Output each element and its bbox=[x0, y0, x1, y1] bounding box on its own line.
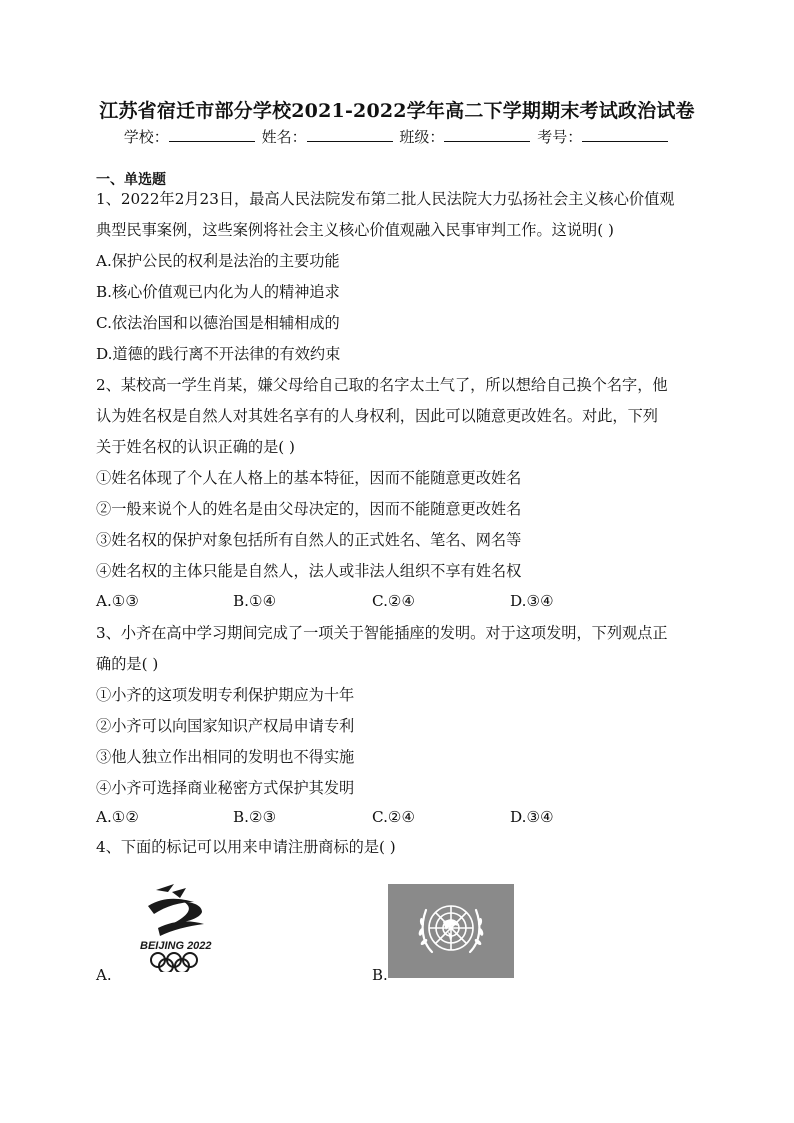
class-blank bbox=[444, 127, 530, 142]
section-heading: 一、单选题 bbox=[96, 172, 166, 188]
exam-number-label: 考号： bbox=[537, 128, 583, 146]
q4-stem-line-1: 4、下面的标记可以用来申请注册商标的是( ) bbox=[96, 838, 396, 856]
q4-image-option-b-label: B. bbox=[372, 966, 388, 984]
q2-choice-c: C.②④ bbox=[372, 592, 416, 610]
school-label: 学校： bbox=[123, 128, 169, 146]
q2-statement-2: ②一般来说个人的姓名是由父母决定的，因而不能随意更改姓名 bbox=[96, 500, 522, 518]
q2-choice-a: A.①③ bbox=[96, 592, 140, 610]
q3-statement-1: ①小齐的这项发明专利保护期应为十年 bbox=[96, 686, 355, 704]
class-label: 班级： bbox=[399, 128, 445, 146]
q2-choice-d: D.③④ bbox=[510, 592, 554, 610]
q2-choice-b: B.①④ bbox=[233, 592, 277, 610]
q3-choice-a: A.①② bbox=[96, 808, 140, 826]
exam-title: 江苏省宿迁市部分学校2021-2022学年高二下学期期末考试政治试卷 bbox=[99, 100, 695, 122]
q2-statement-1: ①姓名体现了个人在人格上的基本特征，因而不能随意更改姓名 bbox=[96, 469, 522, 487]
q1-stem-line-1: 1、2022年2月23日，最高人民法院发布第二批人民法院大力弘扬社会主义核心价值观 bbox=[96, 190, 675, 208]
student-info-row bbox=[0, 126, 794, 147]
exam-number-blank bbox=[582, 127, 668, 142]
q3-choice-c: C.②④ bbox=[372, 808, 416, 826]
q1-option-c: C.依法治国和以德治国是相辅相成的 bbox=[96, 314, 340, 332]
q2-statement-3: ③姓名权的保护对象包括所有自然人的正式姓名、笔名、网名等 bbox=[96, 531, 522, 549]
q1-option-d: D.道德的践行离不开法律的有效约束 bbox=[96, 345, 341, 363]
q1-option-b: B.核心价值观已内化为人的精神追求 bbox=[96, 283, 340, 301]
q3-choice-b: B.②③ bbox=[233, 808, 277, 826]
q3-stem-line-2: 确的是( ) bbox=[96, 655, 159, 673]
un-flag-emblem-icon bbox=[388, 884, 514, 978]
emblem-wordmark: BEIJING 2022 bbox=[140, 940, 212, 952]
name-blank bbox=[307, 127, 393, 142]
q3-choice-d: D.③④ bbox=[510, 808, 554, 826]
school-blank bbox=[169, 127, 255, 142]
q2-stem-line-3: 关于姓名权的认识正确的是( ) bbox=[96, 438, 295, 456]
q1-option-a: A.保护公民的权利是法治的主要功能 bbox=[96, 252, 340, 270]
q3-statement-2: ②小齐可以向国家知识产权局申请专利 bbox=[96, 717, 355, 735]
name-label: 姓名： bbox=[261, 128, 307, 146]
q3-stem-line-1: 3、小齐在高中学习期间完成了一项关于智能插座的发明。对于这项发明，下列观点正 bbox=[96, 624, 668, 642]
q2-stem-line-2: 认为姓名权是自然人对其姓名享有的人身权利，因此可以随意更改姓名。对此，下列 bbox=[96, 407, 658, 425]
q2-statement-4: ④姓名权的主体只能是自然人，法人或非法人组织不享有姓名权 bbox=[96, 562, 522, 580]
q4-image-option-a-label: A. bbox=[96, 966, 112, 984]
q3-statement-4: ④小齐可选择商业秘密方式保护其发明 bbox=[96, 779, 355, 797]
q2-stem-line-1: 2、某校高一学生肖某，嫌父母给自己取的名字太土气了，所以想给自己换个名字，他 bbox=[96, 376, 668, 394]
q1-stem-line-2: 典型民事案例，这些案例将社会主义核心价值观融入民事审判工作。这说明( ) bbox=[96, 221, 614, 239]
q3-statement-3: ③他人独立作出相同的发明也不得实施 bbox=[96, 748, 355, 766]
beijing-2022-emblem-icon bbox=[128, 872, 228, 972]
